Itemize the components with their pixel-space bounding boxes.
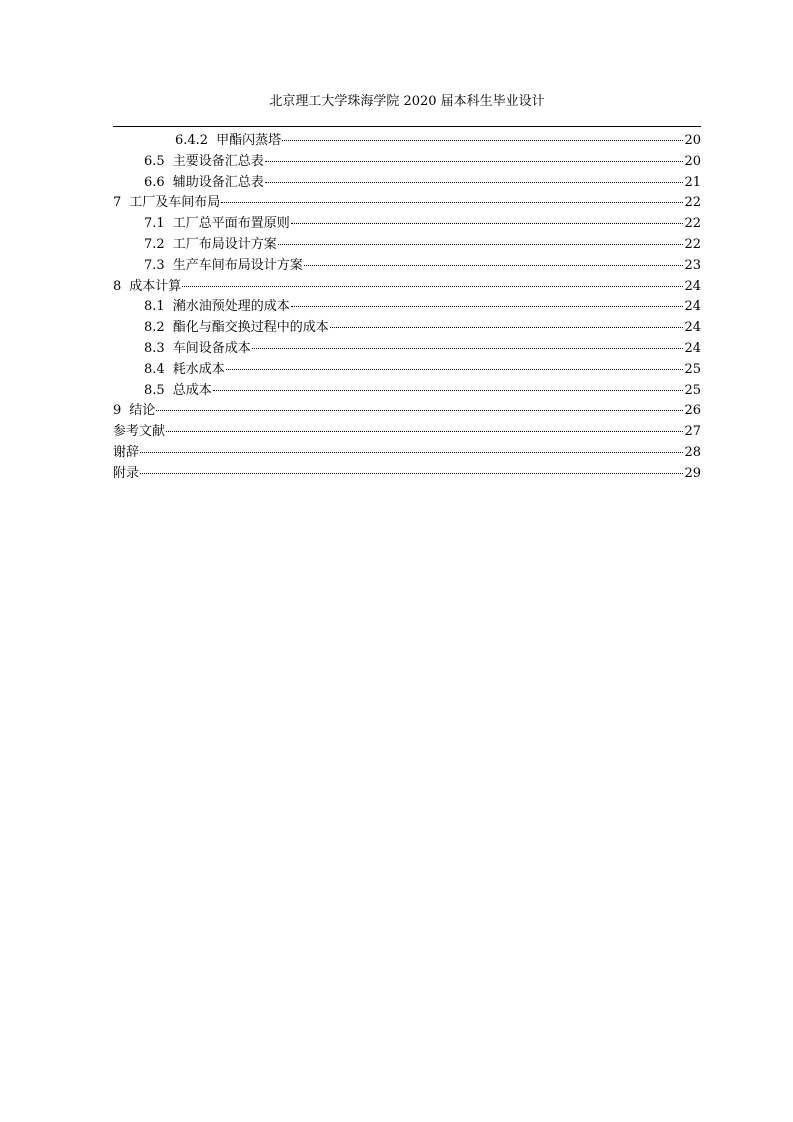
- toc-entry-number: 6.6: [144, 174, 165, 190]
- toc-entry-page: 24: [684, 299, 701, 315]
- toc-entry[interactable]: [113, 318, 701, 339]
- toc-entry[interactable]: [113, 214, 701, 235]
- toc-entry-title: 成本计算: [129, 278, 182, 294]
- toc-entry-number: 8: [113, 278, 122, 294]
- toc-entry-page: 24: [684, 320, 701, 336]
- toc-entry-number: 8.3: [144, 340, 165, 356]
- toc-entry-title: 酯化与酯交换过程中的成本: [172, 320, 329, 336]
- toc-dot-leader: [330, 326, 684, 328]
- header-rule: [113, 126, 701, 127]
- toc-entry-page: 29: [684, 465, 701, 481]
- toc-entry-page: 21: [684, 174, 701, 190]
- toc-dot-leader: [252, 347, 684, 349]
- toc-dot-leader: [226, 368, 684, 370]
- toc-entry-number: 8.1: [144, 299, 165, 315]
- toc-entry-number: 7: [113, 195, 122, 211]
- toc-entry[interactable]: [113, 297, 701, 318]
- toc-entry-page: 24: [684, 278, 701, 294]
- toc-entry[interactable]: [113, 152, 701, 173]
- toc-entry-number: 7.1: [144, 216, 165, 232]
- toc-entry[interactable]: [113, 193, 701, 214]
- toc-entry-page: 20: [684, 133, 701, 148]
- toc-entry-page: 22: [684, 195, 701, 211]
- toc-entry-page: 23: [684, 257, 701, 273]
- toc-entry-title: 工厂布局设计方案: [172, 236, 277, 252]
- toc-dot-leader: [265, 160, 684, 162]
- toc-dot-leader: [140, 451, 683, 453]
- toc-entry[interactable]: [113, 235, 701, 256]
- toc-entry-page: 22: [684, 216, 701, 232]
- toc-dot-leader: [156, 409, 683, 411]
- toc-entry[interactable]: [113, 339, 701, 360]
- toc-entry-number: 9: [113, 403, 122, 419]
- toc-entry-number: 6.4.2: [175, 133, 209, 148]
- toc-entry[interactable]: [113, 401, 701, 422]
- toc-entry-title: 结论: [129, 403, 156, 419]
- toc-entry[interactable]: [113, 464, 701, 485]
- toc-dot-leader: [182, 285, 683, 287]
- toc-entry-title: 工厂总平面布置原则: [172, 216, 290, 232]
- toc-dot-leader: [282, 139, 683, 141]
- toc-entry[interactable]: [113, 443, 701, 464]
- toc-entry-page: 20: [684, 153, 701, 169]
- toc-dot-leader: [213, 389, 684, 391]
- toc-entry-title: 耗水成本: [172, 361, 225, 377]
- toc-entry-title: 主要设备汇总表: [172, 153, 264, 169]
- toc-dot-leader: [221, 201, 683, 203]
- toc-entry-number: 8.2: [144, 320, 165, 336]
- toc-entry-page: 27: [684, 424, 701, 440]
- toc-entry-page: 28: [684, 444, 701, 460]
- toc-entry-page: 26: [684, 403, 701, 419]
- page-header: 北京理工大学珠海学院 2020 届本科生毕业设计: [269, 94, 545, 109]
- toc-entry[interactable]: [113, 131, 701, 152]
- toc-entry-title: 辅助设备汇总表: [172, 174, 264, 190]
- toc-entry-title: 附录: [113, 465, 140, 481]
- toc-entry-page: 25: [684, 361, 701, 377]
- toc-entry-number: 8.5: [144, 382, 165, 398]
- toc-dot-leader: [304, 264, 684, 266]
- toc-entry-title: 谢辞: [113, 444, 140, 460]
- toc-entry-number: 6.5: [144, 153, 165, 169]
- toc-entry-title: 工厂及车间布局: [129, 195, 221, 211]
- toc-dot-leader: [291, 222, 684, 224]
- toc-entry-page: 25: [684, 382, 701, 398]
- toc-entry-title: 参考文献: [113, 424, 166, 440]
- toc-entry-title: 车间设备成本: [172, 340, 251, 356]
- toc-entry[interactable]: [113, 422, 701, 443]
- toc-entry-page: 22: [684, 236, 701, 252]
- toc-entry-number: 7.3: [144, 257, 165, 273]
- toc-dot-leader: [291, 305, 684, 307]
- toc-entry-title: 生产车间布局设计方案: [172, 257, 303, 273]
- table-of-contents: [113, 131, 701, 485]
- toc-entry[interactable]: [113, 173, 701, 194]
- toc-entry[interactable]: [113, 256, 701, 277]
- toc-entry-page: 24: [684, 340, 701, 356]
- toc-entry-title: 总成本: [172, 382, 212, 398]
- toc-entry[interactable]: [113, 381, 701, 402]
- toc-dot-leader: [140, 472, 683, 474]
- toc-entry-number: 8.4: [144, 361, 165, 377]
- toc-entry[interactable]: [113, 360, 701, 381]
- toc-entry-title: 甲酯闪蒸塔: [216, 133, 282, 148]
- toc-entry-title: 潲水油预处理的成本: [172, 299, 290, 315]
- toc-entry[interactable]: [113, 277, 701, 298]
- toc-dot-leader: [166, 430, 683, 432]
- toc-dot-leader: [278, 243, 684, 245]
- toc-dot-leader: [265, 181, 684, 183]
- toc-entry-number: 7.2: [144, 236, 165, 252]
